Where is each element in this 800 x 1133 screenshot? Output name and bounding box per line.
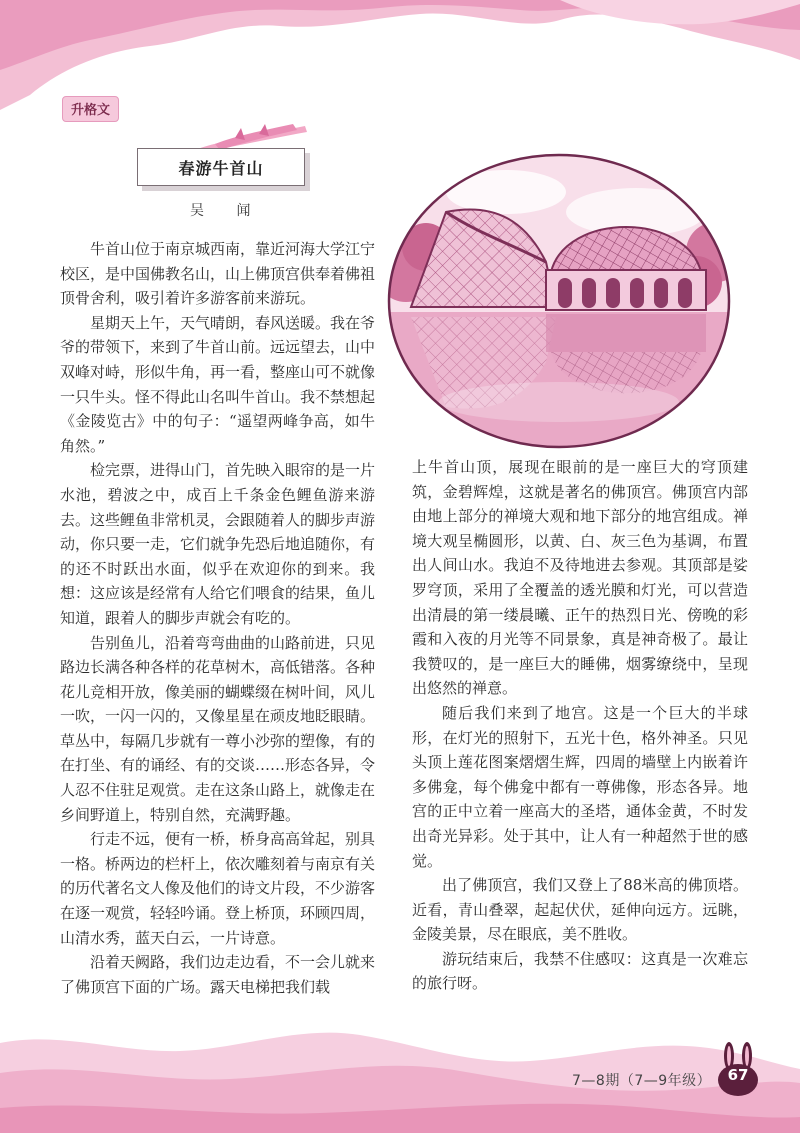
- page-number: 67: [727, 1066, 749, 1084]
- article-title: 春游牛首山: [137, 148, 305, 186]
- paragraph: 随后我们来到了地宫。这是一个巨大的半球形，在灯光的照射下，五光十色，格外神圣。只见头顶上莲花图案熠熠生辉，四周的墙壁上内嵌着许多佛龛，每个佛龛中都有一尊佛像，形态各异。地宫的正中立着一座高大的圣塔，通体金黄，不时发出奇光异彩。处于其中，让人有一种超然于世的感觉。: [412, 703, 748, 870]
- paragraph: 沿着天阙路，我们边走边看，不一会儿就来了佛顶宫下面的广场。露天电梯把我们载: [60, 953, 376, 996]
- paragraph: 游玩结束后，我禁不住感叹：这真是一次难忘的旅行呀。: [412, 949, 748, 993]
- top-wave-decoration: [0, 0, 800, 140]
- article-right-column: [412, 455, 748, 996]
- paragraph: 告别鱼儿，沿着弯弯曲曲的山路前进，只见路边长满各种各样的花草树木，高低错落。各种花儿竞相开放，像美丽的蝴蝶缀在树叶间，风儿一吹，一闪一闪的，又像星星在顽皮地眨眼睛。草丛中，每隔几步就有一尊小沙弥的塑像，有的在打坐、有的诵经、有的交谈……形态各异，令人忍不住驻足观赏。走在这条山路上，就像走在乡间野道上，特别自然，充满野趣。: [60, 633, 376, 824]
- dome-building-illustration: [386, 152, 732, 450]
- paragraph: 检完票，进得山门，首先映入眼帘的是一片水池，碧波之中，成百上千条金色鲤鱼游来游去。这些鲤鱼非常机灵，会跟随着人的脚步声游动，你只要一走，它们就争先恐后地追随你，有的还不时跃出水面，似乎在欢迎你的到来。我想：这应该是经常有人给它们喂食的结果，鱼儿知道，跟着人的脚步声就会有吃的。: [60, 461, 376, 627]
- section-tag: 升格文: [62, 96, 119, 122]
- paragraph: 行走不远，便有一桥，桥身高高耸起，别具一格。桥两边的栏杆上，依次雕刻着与南京有关的历代著名文人像及他们的诗文片段，不少游客在逐一观赏，轻轻吟诵。登上桥顶，环顾四周，山清水秀，蓝天白云，一片诗意。: [60, 830, 376, 947]
- paragraph: 星期天上午，天气晴朗，春风送暖。我在爷爷的带领下，来到了牛首山前。远远望去，山中双峰对峙，形似牛角，再一看，整座山可不就像一只牛头。怪不得此山名叫牛首山。我不禁想起《金陵览古》中的句子：“遥望两峰争高，如牛角然。”: [60, 313, 376, 455]
- paragraph: 牛首山位于南京城西南，靠近河海大学江宁校区，是中国佛教名山，山上佛顶宫供奉着佛祖顶骨舍利，吸引着许多游客前来游玩。: [60, 240, 376, 308]
- paragraph: 出了佛顶宫，我们又登上了88米高的佛顶塔。近看，青山叠翠，起起伏伏，延伸向远方。远眺，金陵美景，尽在眼底，美不胜收。: [412, 876, 748, 944]
- article-author: 吴 闻: [190, 203, 265, 219]
- article-left-column: [60, 237, 375, 999]
- paragraph-continued: 上牛首山顶，展现在眼前的是一座巨大的穹顶建筑，金碧辉煌，这就是著名的佛顶宫。佛顶宫内部由地上部分的禅境大观和地下部分的地宫组成。禅境大观呈椭圆形，以黄、白、灰三色为基调，布置出人间山水。我迫不及待地进去参观。其顶部是娑罗穹顶，采用了全覆盖的透光膜和灯光，可以营造出清晨的第一缕晨曦、正午的热烈日光、傍晚的彩霞和入夜的月光等不同景象，真是神奇极了。最让我赞叹的，是一座巨大的睡佛，烟雾缭绕中，呈现出悠然的禅意。: [412, 458, 748, 698]
- issue-label: 7—8期（7—9年级）: [572, 1073, 712, 1089]
